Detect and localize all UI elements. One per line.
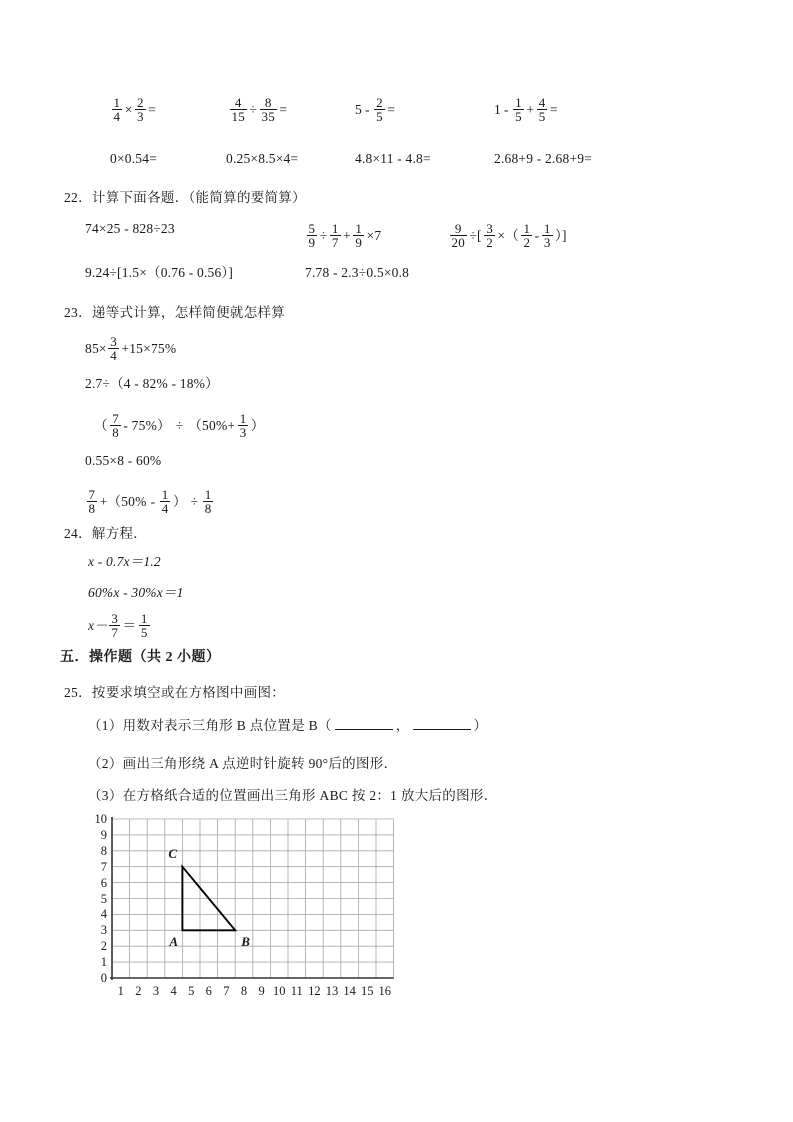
oral-calc-item-2: [228, 96, 288, 124]
question-number: 23．: [64, 305, 92, 320]
vertex-label-c: C: [168, 845, 178, 861]
operator: -: [534, 228, 540, 243]
expression: [494, 96, 559, 124]
question-23-header: [64, 301, 285, 321]
fraction: $\frac{2}{5}$: [376, 95, 383, 125]
x-tick-label: 2: [135, 984, 142, 998]
y-tick-label: 5: [100, 891, 107, 906]
operand: 85×: [85, 341, 107, 356]
question-prompt: 递等式计算，怎样简便就怎样算: [91, 305, 286, 320]
expression: 0.25×8.5×4=: [226, 151, 299, 166]
fraction: $\frac{4}{5}$: [538, 95, 546, 125]
y-tick-label: 7: [100, 859, 107, 874]
fraction: $\frac{1}{5}$: [515, 95, 522, 125]
x-tick-label: 4: [170, 984, 177, 998]
operator: =: [387, 102, 396, 117]
operator: （: [94, 418, 108, 433]
q22-item-3: [448, 222, 568, 250]
y-tick-label: 10: [94, 812, 107, 826]
q22-item-5: [305, 266, 409, 280]
question-number: 22．: [64, 190, 92, 205]
q24-equation-2: [88, 586, 184, 600]
fraction: $\frac{1}{3}$: [239, 411, 247, 441]
operator: -: [364, 102, 370, 117]
fraction: $\frac{3}{2}$: [486, 221, 493, 251]
q23-item-1: [85, 335, 177, 363]
x-tick-label: 13: [325, 984, 339, 998]
oral-calc-item-1: [110, 96, 157, 124]
q25-sub-2: （2）画出三角形绕 A 点逆时针旋转 90°后的图形．: [88, 756, 398, 771]
expression: [305, 222, 382, 250]
fraction: $\frac{1}{7}$: [331, 221, 339, 251]
question-24-header: [64, 522, 147, 542]
oral-calc-item-3: [355, 96, 396, 124]
q24-equation-1: [88, 555, 161, 569]
question-22-header: [64, 186, 306, 206]
q25-sub1-text-b: ）: [473, 718, 488, 733]
operator: ÷: [249, 102, 258, 117]
section-5-title: 五．操作题（共 2 小题）: [60, 650, 221, 665]
operator: =: [279, 102, 288, 117]
oral-calc-item-8: [494, 152, 592, 166]
x-tick-label: 10: [272, 984, 286, 998]
operator: - 75%）: [123, 418, 171, 433]
expression: [93, 412, 266, 440]
fraction: $\frac{9}{20}$: [451, 221, 465, 251]
q23-item-3: [93, 412, 266, 440]
fraction: $\frac{1}{8}$: [204, 487, 212, 517]
operator: =: [549, 102, 558, 117]
operand: 1: [494, 102, 501, 117]
q22-item-1: [85, 222, 175, 236]
fraction: $\frac{5}{9}$: [308, 221, 316, 251]
operator: ÷[: [469, 228, 482, 243]
expression: [85, 335, 177, 363]
y-tick-label: 9: [100, 827, 107, 842]
oral-calc-item-4: [494, 96, 559, 124]
operator: -: [503, 102, 509, 117]
grid-svg: [72, 802, 402, 1014]
expression: [228, 96, 288, 124]
expression: 9.24÷[1.5×（0.76 - 0.56）]: [85, 265, 234, 280]
q22-item-2: [305, 222, 382, 250]
operator: ×: [124, 102, 133, 117]
q23-item-5: [85, 488, 215, 516]
fraction: $\frac{4}{15}$: [231, 95, 245, 125]
vertex-label-b: B: [241, 934, 250, 950]
fraction: $\frac{2}{3}$: [137, 95, 144, 125]
operator: ÷: [319, 228, 328, 243]
fraction: $\frac{1}{2}$: [523, 221, 531, 251]
expression: 2.68+9 - 2.68+9=: [494, 151, 593, 166]
question-25-header: [64, 681, 285, 701]
expression: 2.7÷（4 - 82% - 18%）: [85, 376, 219, 391]
fraction: $\frac{3}{4}$: [110, 334, 117, 364]
x-tick-label: 11: [290, 984, 303, 998]
fraction: $\frac{1}{3}$: [543, 221, 551, 251]
vertex-label-a: A: [169, 934, 179, 950]
answer-blank-y[interactable]: [413, 717, 471, 730]
operand: x－: [88, 618, 108, 633]
oral-calc-item-7: [355, 152, 431, 166]
answer-blank-x[interactable]: [335, 717, 393, 730]
coordinate-grid-figure: [72, 802, 402, 1014]
operator: （50%+: [188, 418, 236, 433]
fraction: $\frac{1}{5}$: [140, 611, 148, 641]
operator: =: [148, 102, 157, 117]
expression: x - 0.7x＝1.2: [88, 554, 161, 569]
fraction: $\frac{7}{8}$: [88, 487, 96, 517]
expression: 60%x - 30%x＝1: [88, 585, 184, 600]
oral-calc-item-6: [226, 152, 298, 166]
y-tick-label: 3: [100, 923, 107, 938]
fraction: $\frac{8}{35}$: [261, 95, 275, 125]
question-number: 25．: [64, 685, 92, 700]
expression: [110, 96, 157, 124]
operator: ）: [250, 418, 265, 433]
expression: [355, 96, 396, 124]
expression: 7.78 - 2.3÷0.5×0.8: [305, 265, 410, 280]
x-tick-label: 6: [205, 984, 212, 998]
x-tick-label: 14: [343, 984, 356, 998]
q24-equation-3: [88, 612, 151, 640]
q25-sub1-text-a: （1）用数对表示三角形 B 点位置是 B（: [88, 718, 332, 733]
fraction: $\frac{1}{4}$: [161, 487, 169, 517]
fraction: $\frac{3}{7}$: [111, 611, 119, 641]
expression: 4.8×11 - 4.8=: [355, 151, 431, 166]
q23-item-4: [85, 454, 161, 468]
operator: ）]: [555, 228, 567, 243]
operator: +15×75%: [121, 341, 177, 356]
x-tick-label: 16: [378, 984, 392, 998]
question-prompt: 按要求填空或在方格图中画图：: [91, 685, 286, 700]
fraction: $\frac{1}{4}$: [113, 95, 121, 125]
y-tick-label: 6: [100, 875, 107, 890]
x-tick-label: 15: [360, 984, 374, 998]
operator: +（50%: [99, 494, 147, 509]
operator: +: [526, 102, 535, 117]
operator: -: [150, 494, 156, 509]
operator: ×7: [366, 228, 382, 243]
x-tick-label: 9: [258, 984, 265, 998]
expression: 0.55×8 - 60%: [85, 453, 162, 468]
x-tick-label: 8: [240, 984, 248, 998]
operator: ÷: [175, 418, 184, 433]
operator: +: [343, 228, 351, 243]
q22-item-4: [85, 266, 233, 280]
y-tick-label: 0: [100, 971, 107, 985]
operand: 5: [355, 102, 362, 117]
question-prompt: 解方程．: [91, 526, 148, 541]
operator: ÷: [190, 494, 199, 509]
fraction: $\frac{1}{9}$: [355, 221, 363, 251]
question-prompt: 计算下面各题．（能简算的要简算）: [91, 190, 306, 205]
y-tick-label: 8: [100, 843, 107, 858]
y-tick-label: 2: [100, 939, 107, 954]
q25-sub-3: （3）在方格纸合适的位置画出三角形 ABC 按 2：1 放大后的图形．: [88, 788, 498, 803]
question-number: 24．: [64, 526, 92, 541]
operator: ＝: [122, 618, 137, 633]
expression: [85, 488, 215, 516]
q23-item-2: [85, 377, 219, 391]
operator: ×（: [497, 228, 519, 243]
q25-sub-1: [88, 714, 487, 734]
expression: 74×25 - 828÷23: [85, 221, 175, 236]
q25-sub1-comma: ，: [395, 718, 410, 733]
grid-lines: [112, 819, 394, 978]
expression: 0×0.54=: [110, 151, 158, 166]
y-tick-label: 1: [100, 955, 107, 970]
x-tick-label: 12: [308, 984, 321, 998]
expression: [88, 612, 151, 640]
y-tick-label: 4: [100, 907, 107, 922]
fraction: $\frac{7}{8}$: [112, 411, 119, 441]
expression: [448, 222, 568, 250]
x-tick-label: 3: [152, 984, 160, 998]
operator: ）: [172, 494, 187, 509]
oral-calc-item-5: [110, 152, 157, 166]
x-tick-label: 1: [117, 984, 124, 998]
x-tick-label: 5: [188, 984, 195, 998]
x-tick-label: 7: [223, 984, 230, 998]
